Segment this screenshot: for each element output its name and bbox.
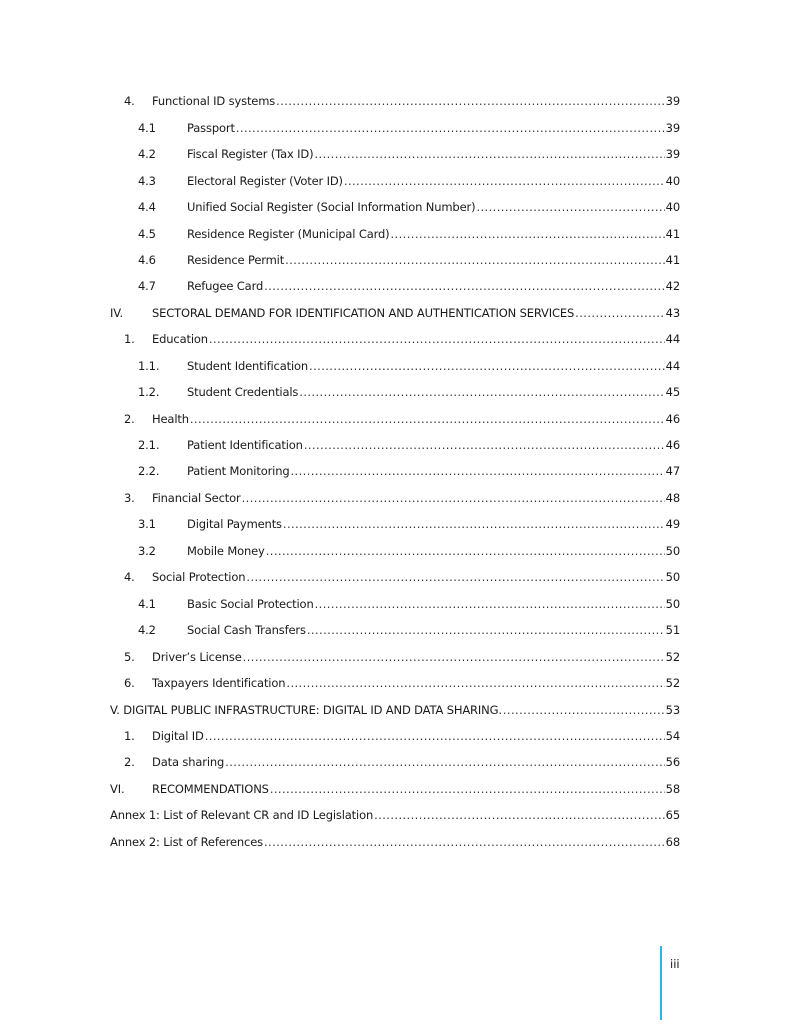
toc-entry-number: 1.1.: [138, 359, 160, 373]
dot-leader: [266, 543, 665, 559]
toc-entry-number: 2.: [124, 412, 135, 426]
toc-entry-title: Data sharing: [152, 755, 225, 769]
dot-leader: [264, 278, 665, 294]
toc-entry-page: 52: [665, 650, 680, 664]
toc-entry[interactable]: [0, 384, 791, 400]
toc-entry[interactable]: [0, 278, 791, 294]
toc-entry-page: 51: [665, 623, 680, 637]
toc-entry-title: Residence Permit: [187, 253, 285, 267]
toc-entry-number: IV.: [110, 306, 123, 320]
toc-entry-number: 4.1: [138, 121, 156, 135]
toc-entry-title: Unified Social Register (Social Information Number): [187, 200, 476, 214]
toc-entry-title: Annex 2: List of References: [110, 835, 263, 849]
dot-leader: [209, 331, 665, 347]
toc-entry-number: 3.1: [138, 517, 156, 531]
toc-entry-title: Digital ID: [152, 729, 204, 743]
toc-entry-number: 4.4: [138, 200, 156, 214]
toc-entry-page: 48: [665, 491, 680, 505]
toc-entry[interactable]: [0, 226, 791, 242]
footer-accent-bar: [660, 946, 662, 1020]
toc-entry[interactable]: [0, 173, 791, 189]
toc-entry-page: 40: [665, 200, 680, 214]
toc-entry-number: 1.: [124, 332, 135, 346]
toc-entry-page: 56: [665, 755, 680, 769]
dot-leader: [270, 781, 665, 797]
dot-leader: [374, 807, 665, 823]
dot-leader: [314, 146, 664, 162]
toc-entry[interactable]: [0, 463, 791, 479]
toc-entry-title: Electoral Register (Voter ID): [187, 174, 343, 188]
dot-leader: [304, 437, 665, 453]
toc-entry-page: 44: [665, 332, 680, 346]
toc-entry-page: 58: [665, 782, 680, 796]
toc-entry-title: Driver’s License: [152, 650, 242, 664]
toc-entry-number: 4.7: [138, 279, 156, 293]
toc-entry-page: 50: [665, 597, 680, 611]
toc-entry[interactable]: [0, 622, 791, 638]
toc-entry[interactable]: [0, 754, 791, 770]
toc-entry-title: Mobile Money: [187, 544, 265, 558]
toc-entry-title: Residence Register (Municipal Card): [187, 227, 390, 241]
toc-entry-title: Patient Identification: [187, 438, 303, 452]
dot-leader: [276, 93, 665, 109]
toc-entry[interactable]: [0, 120, 791, 136]
toc-entry-page: 68: [665, 835, 680, 849]
toc-entry-page: 47: [665, 464, 680, 478]
toc-entry-title: V. DIGITAL PUBLIC INFRASTRUCTURE: DIGITAL ID AND DATA SHARING.: [110, 703, 502, 717]
toc-entry-page: 65: [665, 808, 680, 822]
toc-entry[interactable]: [0, 516, 791, 532]
dot-leader: [476, 199, 664, 215]
toc-entry[interactable]: [0, 675, 791, 691]
toc-entry-title: Fiscal Register (Tax ID): [187, 147, 314, 161]
toc-entry-title: Passport: [187, 121, 235, 135]
toc-entry[interactable]: [0, 702, 791, 718]
toc-entry[interactable]: [0, 596, 791, 612]
toc-entry-title: Financial Sector: [152, 491, 241, 505]
toc-entry[interactable]: [0, 649, 791, 665]
toc-entry-number: 6.: [124, 676, 135, 690]
toc-entry-title: Social Protection: [152, 570, 246, 584]
toc-entry-page: 39: [665, 147, 680, 161]
toc-entry-page: 50: [665, 544, 680, 558]
toc-entry-page: 50: [665, 570, 680, 584]
dot-leader: [307, 622, 665, 638]
dot-leader: [503, 702, 665, 718]
toc-entry[interactable]: [0, 331, 791, 347]
dot-leader: [575, 305, 664, 321]
toc-entry-number: 2.1.: [138, 438, 160, 452]
dot-leader: [391, 226, 665, 242]
page-number: iii: [670, 957, 680, 971]
dot-leader: [236, 120, 665, 136]
dot-leader: [264, 834, 665, 850]
toc-entry[interactable]: [0, 834, 791, 850]
toc-entry[interactable]: [0, 199, 791, 215]
toc-entry-page: 46: [665, 438, 680, 452]
toc-entry-title: RECOMMENDATIONS: [152, 782, 269, 796]
toc-entry-page: 46: [665, 412, 680, 426]
toc-entry-title: Refugee Card: [187, 279, 264, 293]
toc-entry-number: 4.: [124, 94, 135, 108]
dot-leader: [243, 649, 665, 665]
toc-entry-title: Health: [152, 412, 189, 426]
dot-leader: [291, 463, 665, 479]
toc-entry-title: Student Credentials: [187, 385, 299, 399]
toc-entry[interactable]: [0, 252, 791, 268]
toc-entry[interactable]: [0, 437, 791, 453]
toc-entry-number: 4.2: [138, 147, 156, 161]
toc-entry[interactable]: [0, 305, 791, 321]
toc-entry-title: Patient Monitoring: [187, 464, 290, 478]
toc-entry-page: 42: [665, 279, 680, 293]
toc-entry[interactable]: [0, 728, 791, 744]
toc-entry-number: 5.: [124, 650, 135, 664]
toc-entry[interactable]: [0, 490, 791, 506]
toc-entry[interactable]: [0, 781, 791, 797]
toc-entry-title: Basic Social Protection: [187, 597, 314, 611]
toc-entry-number: 1.: [124, 729, 135, 743]
toc-entry-title: Education: [152, 332, 208, 346]
toc-entry-page: 53: [665, 703, 680, 717]
toc-entry-title: Student Identification: [187, 359, 309, 373]
dot-leader: [285, 252, 665, 268]
toc-entry-number: 4.3: [138, 174, 156, 188]
toc-entry-page: 45: [665, 385, 680, 399]
dot-leader: [344, 173, 665, 189]
toc-entry[interactable]: [0, 543, 791, 559]
toc-entry-number: 4.6: [138, 253, 156, 267]
toc-entry[interactable]: [0, 358, 791, 374]
toc-entry-page: 49: [665, 517, 680, 531]
toc-entry-page: 52: [665, 676, 680, 690]
toc-entry-title: Functional ID systems: [152, 94, 276, 108]
toc-entry-page: 41: [665, 253, 680, 267]
toc-entry-number: 1.2.: [138, 385, 160, 399]
toc-entry-number: 3.: [124, 491, 135, 505]
toc-entry[interactable]: [0, 411, 791, 427]
dot-leader: [315, 596, 665, 612]
toc-entry-number: 4.2: [138, 623, 156, 637]
toc-entry-number: VI.: [110, 782, 125, 796]
dot-leader: [225, 754, 665, 770]
toc-entry[interactable]: [0, 146, 791, 162]
toc-entry-page: 39: [665, 94, 680, 108]
toc-entry-page: 44: [665, 359, 680, 373]
toc-entry-page: 43: [665, 306, 680, 320]
dot-leader: [309, 358, 665, 374]
toc-entry-number: 2.2.: [138, 464, 160, 478]
dot-leader: [246, 569, 664, 585]
toc-entry-title: Social Cash Transfers: [187, 623, 306, 637]
dot-leader: [190, 411, 665, 427]
dot-leader: [242, 490, 665, 506]
toc-entry-title: Taxpayers Identification: [152, 676, 286, 690]
toc-entry-page: 41: [665, 227, 680, 241]
toc-entry-page: 40: [665, 174, 680, 188]
toc-entry[interactable]: [0, 569, 791, 585]
dot-leader: [283, 516, 665, 532]
toc-entry-title: Annex 1: List of Relevant CR and ID Legislation: [110, 808, 374, 822]
toc-entry-number: 3.2: [138, 544, 156, 558]
dot-leader: [205, 728, 665, 744]
toc-entry[interactable]: [0, 93, 791, 109]
toc-entry-page: 39: [665, 121, 680, 135]
toc-entry-title: Digital Payments: [187, 517, 282, 531]
toc-entry[interactable]: [0, 807, 791, 823]
toc-entry-title: SECTORAL DEMAND FOR IDENTIFICATION AND AUTHENTICATION SERVICES: [152, 306, 575, 320]
toc-entry-page: 54: [665, 729, 680, 743]
toc-entry-number: 4.1: [138, 597, 156, 611]
dot-leader: [286, 675, 664, 691]
toc-entry-number: 2.: [124, 755, 135, 769]
toc-entry-number: 4.: [124, 570, 135, 584]
dot-leader: [299, 384, 664, 400]
toc-entry-number: 4.5: [138, 227, 156, 241]
